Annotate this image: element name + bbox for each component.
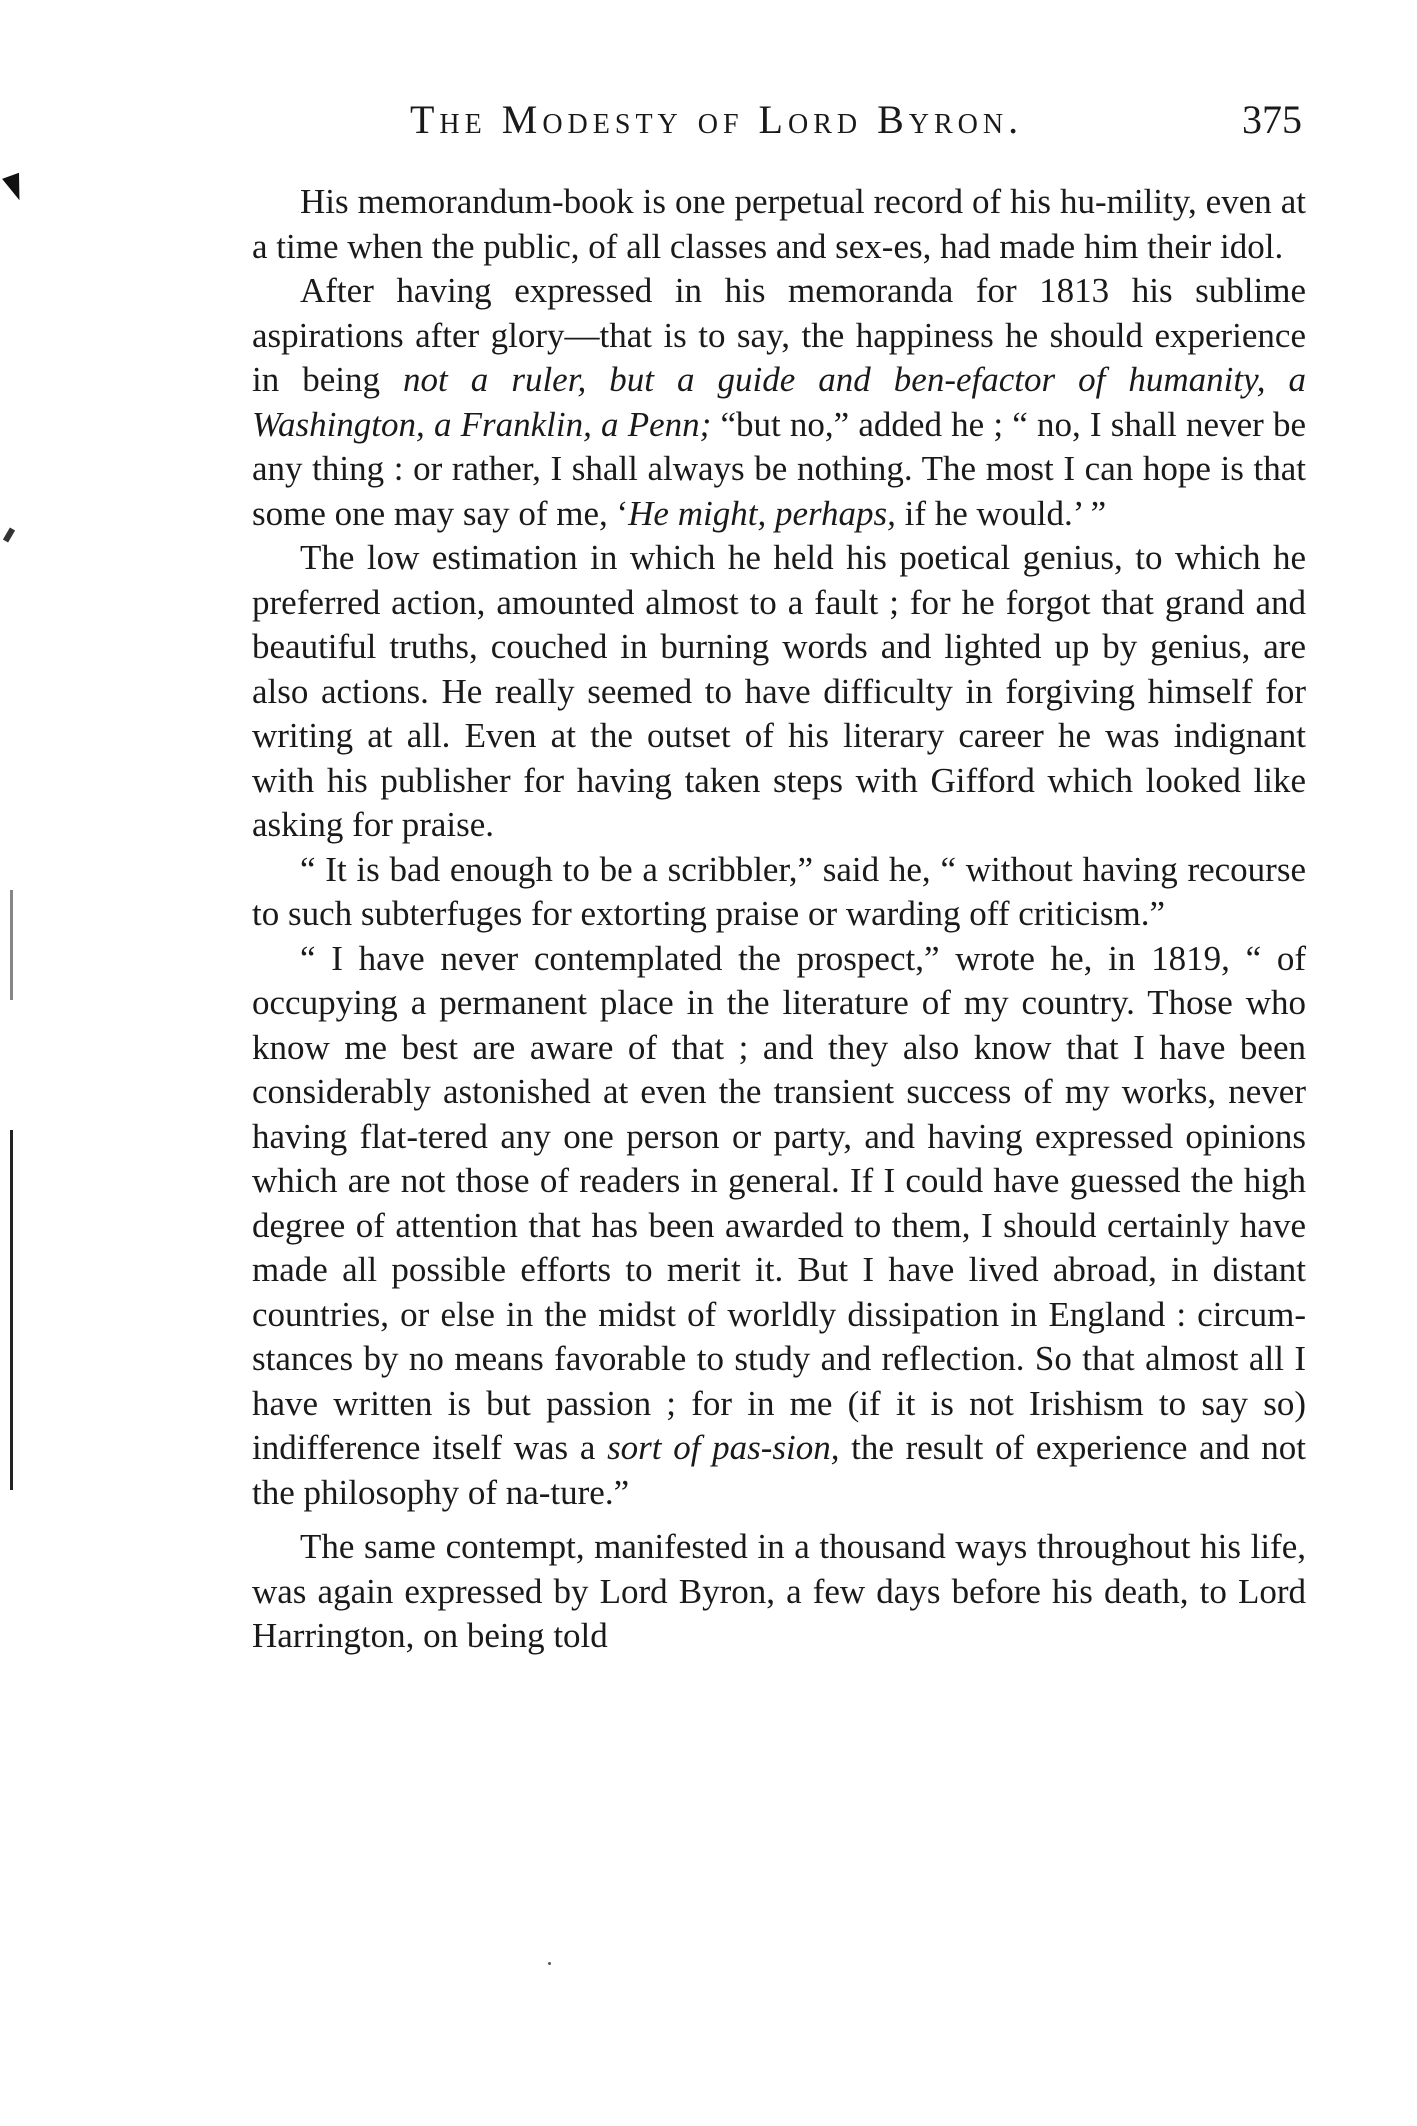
running-head: The Modesty of Lord Byron. <box>410 97 1024 142</box>
paragraph: After having expressed in his memoranda for 1813 his sublime aspirations after glory—that is to say, the happiness he should experience in being not a ruler, but a guide and ben-efactor of humanity, a Washington, a Franklin, a Penn; “but no,” added he ; “ no, I shall never be any thing : or rather, I shall always be nothing. The most I can hope is that some one may say of me, ‘He might, perhaps, if he would.’ ” <box>252 271 1307 533</box>
margin-scan-line <box>10 890 13 1000</box>
italic-phrase: He might, perhaps, <box>628 493 896 533</box>
ink-speck <box>548 1962 551 1965</box>
margin-scan-line <box>10 1130 13 1490</box>
margin-speck <box>3 527 15 542</box>
paragraph: “ I have never contemplated the prospect,” wrote he, in 1819, “ of occupying a permanent place in the literature of my country. Those who know me best are aware of that ; and they also know that I have been considerably astonished at even the transient success of my works, never having flat-tered any one person or party, and having expressed opinions which are not those of readers in general. If I could have guessed the high degree of attention that has been awarded to them, I should certainly have made all possible efforts to merit it. But I have lived abroad, in distant countries, or else in the midst of worldly dissipation in England : circum-stances by no means favorable to study and reflection. So that almost all I have written is but passion ; for in me (if it is not Irishism to say so) indifference itself was a sort of pas-sion, the result of experience and not the philosophy of na-ture.” <box>252 938 1307 1512</box>
page-number: 375 <box>1242 97 1302 142</box>
paragraph: The same contempt, manifested in a thousand ways throughout his life, was again expressed by Lord Byron, a few days before his death, to Lord Harrington, on being told <box>252 1527 1306 1655</box>
italic-phrase: sort of pas-sion, <box>607 1428 840 1467</box>
italic-phrase: not a ruler, but a guide and ben-efactor of humanity, a Washington, a Franklin, a Penn; <box>252 360 1307 444</box>
paragraph: The low estimation in which he held his poetical genius, to which he preferred action, amounted almost to a fault ; for he forgot that grand and beautiful truths, couched in burning words and lighted up by genius, are also actions. He really seemed to have difficulty in forgiving himself for writing at all. Even at the outset of his literary career he was indignant with his publisher for having taken steps with Gifford which looked like asking for praise. <box>252 538 1306 844</box>
paragraph: His memorandum-book is one perpetual record of his hu-mility, even at a time when the public, of all classes and sex-es, had made him their idol. <box>252 182 1306 266</box>
paragraph: “ It is bad enough to be a scribbler,” said he, “ without having recourse to such subterfuges for extorting praise or warding off criticism.” <box>252 849 1306 933</box>
margin-mark-icon <box>2 173 28 204</box>
body-text <box>252 180 1306 1659</box>
